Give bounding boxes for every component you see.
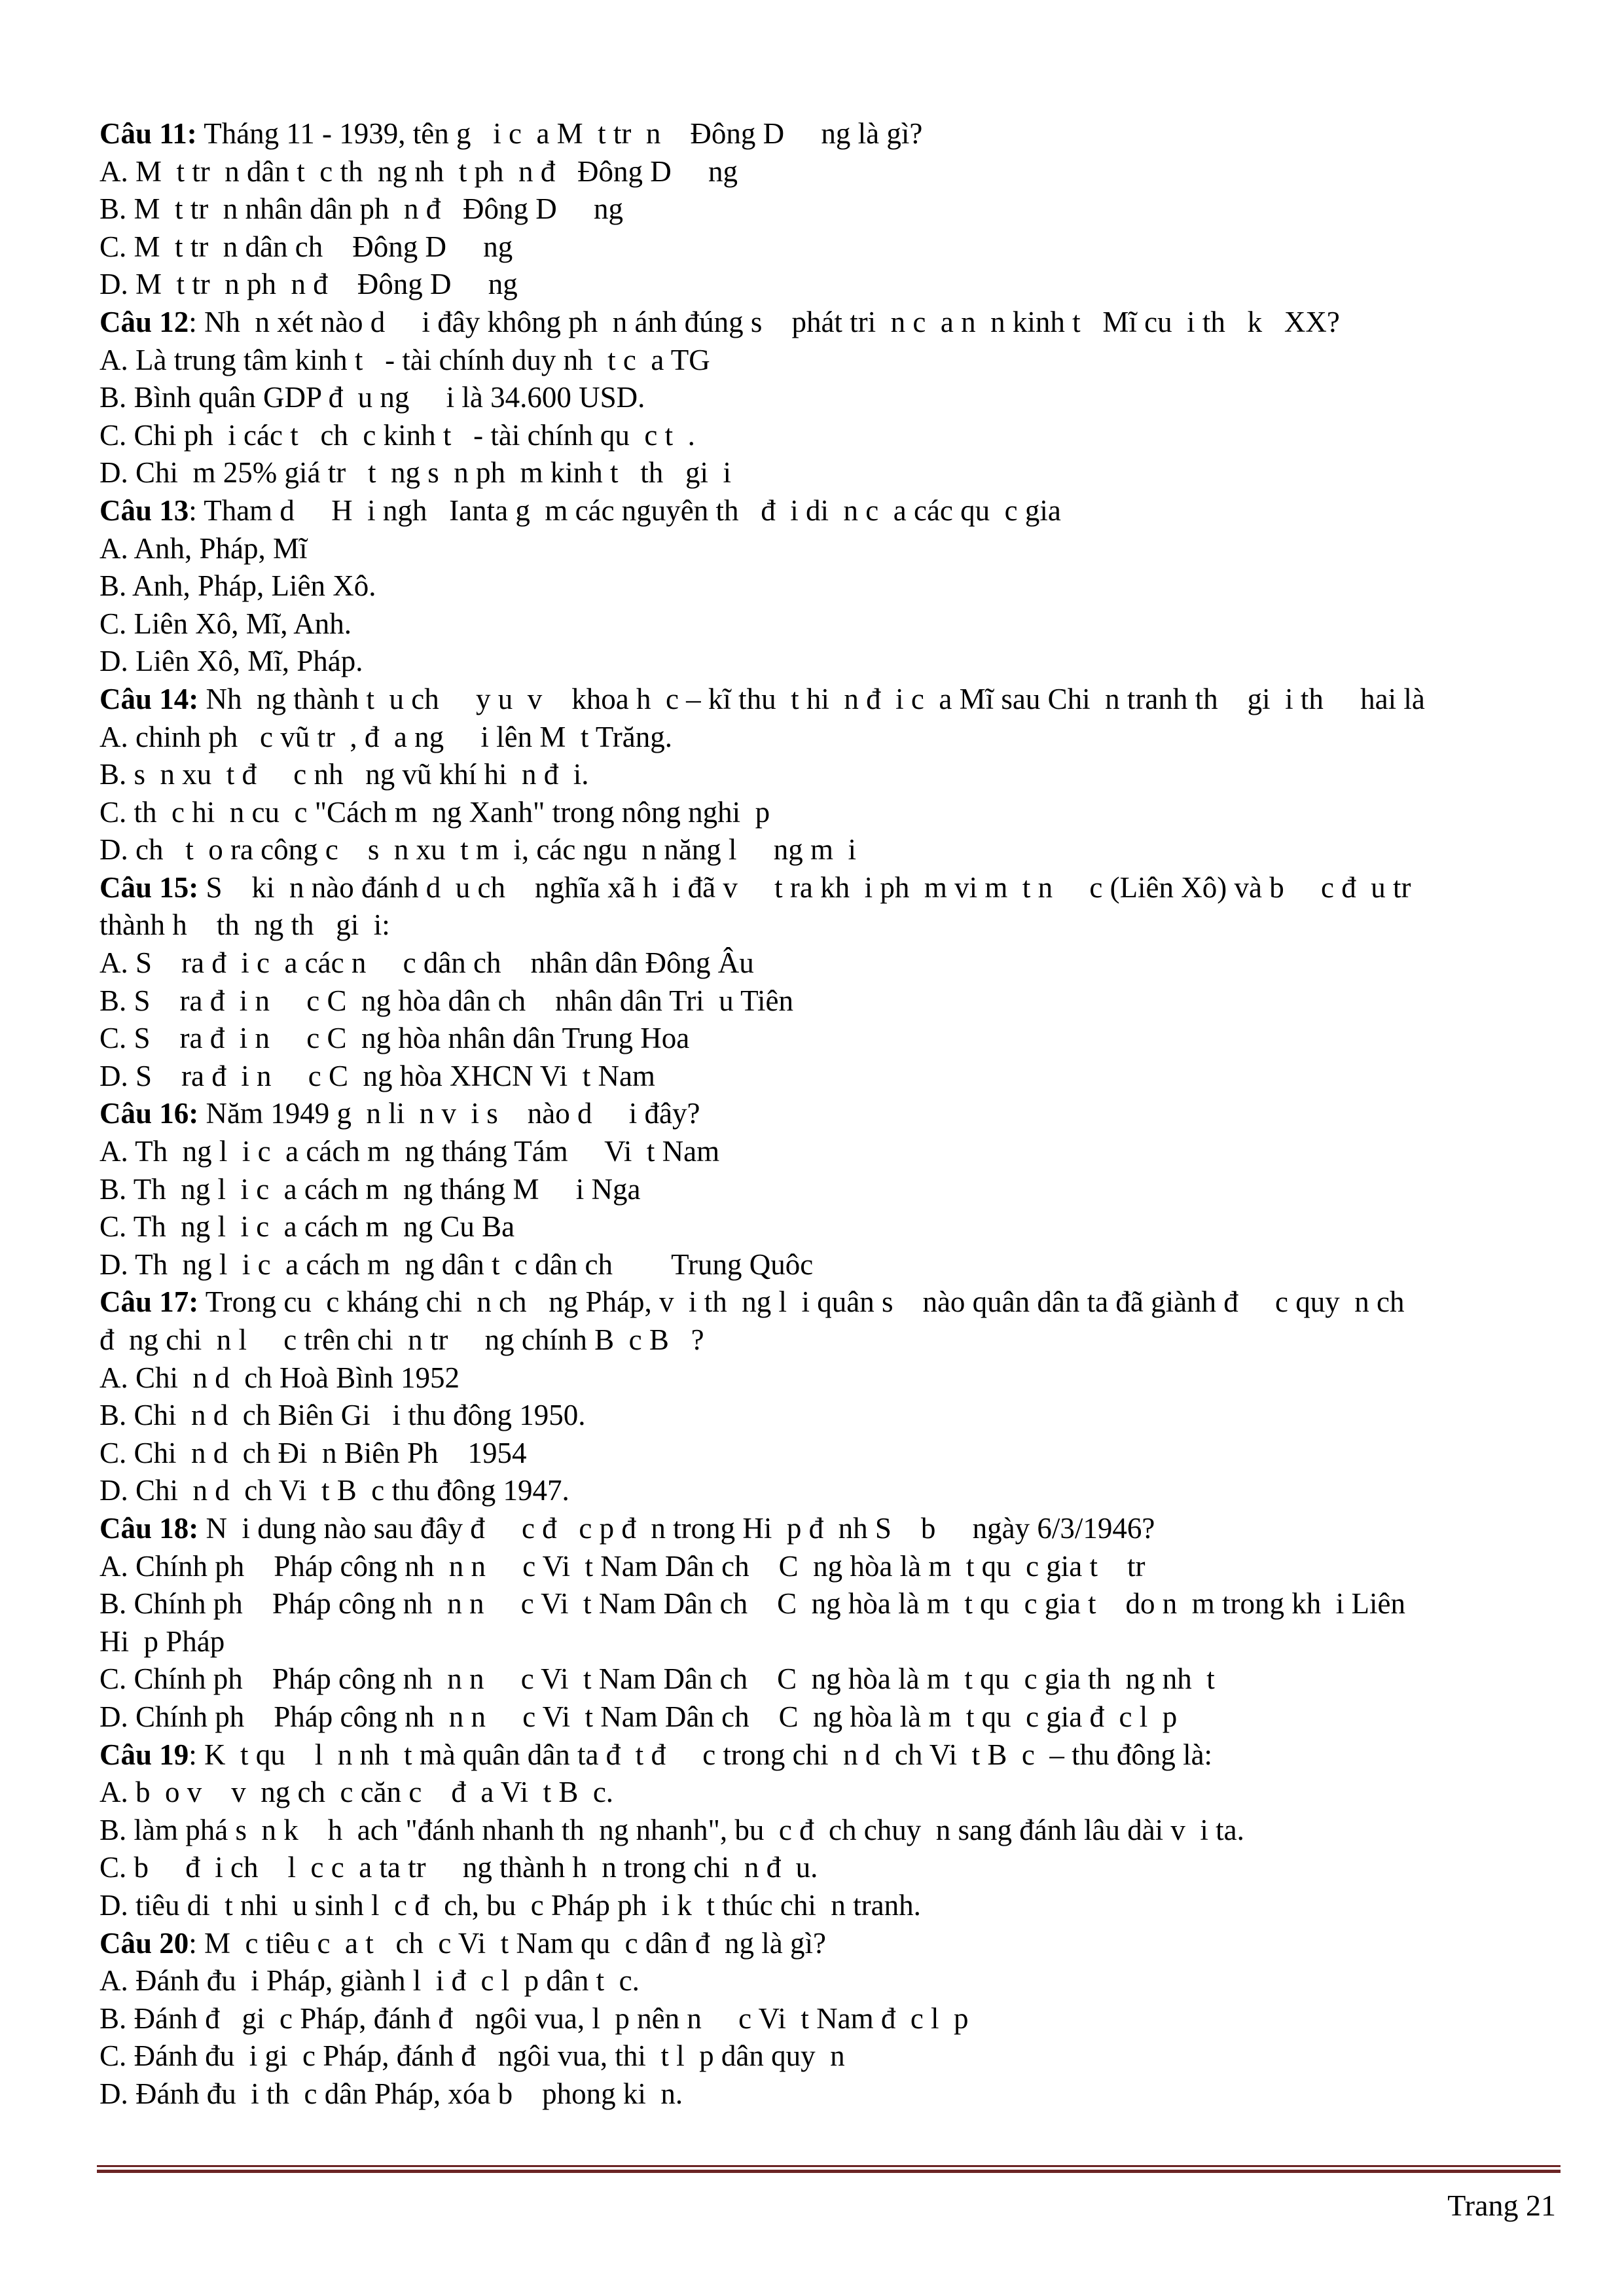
answer-line <box>99 1812 1540 1850</box>
answer-line <box>99 1321 1540 1359</box>
answer-text: B. Anh, Pháp, Liên Xô. <box>99 569 376 603</box>
question-text: : M c tiêu c a t ch c Vi t Nam qu c dân đ ng là gì? <box>189 1926 826 1960</box>
answer-line <box>99 1623 1540 1661</box>
question-text: Trong cu c kháng chi n ch ng Pháp, v i th ng l i quân s nào quân dân ta đã giành đ c quy n ch <box>198 1285 1405 1319</box>
answer-line <box>99 1020 1540 1058</box>
question-label: Câu 11: <box>99 117 197 150</box>
answer-text: A. Th ng l i c a cách m ng tháng Tám Vi t Nam <box>99 1135 720 1168</box>
answer-line <box>99 190 1540 228</box>
answer-text: B. Bình quân GDP đ u ng i là 34.600 USD. <box>99 381 645 414</box>
answer-text: B. M t tr n nhân dân ph n đ Đông D ng <box>99 192 623 226</box>
answer-line <box>99 1435 1540 1473</box>
answer-text: A. Anh, Pháp, Mĩ <box>99 531 308 565</box>
answer-text: D. Th ng l i c a cách m ng dân t c dân ch Trung Quôc <box>99 1247 814 1281</box>
question-stem <box>99 115 1540 153</box>
answer-text: D. Liên Xô, Mĩ, Pháp. <box>99 645 363 678</box>
question-label: Câu 17: <box>99 1285 199 1319</box>
question-text: Tháng 11 - 1939, tên g i c a M t tr n Đông D ng là gì? <box>196 117 923 150</box>
answer-text: B. S ra đ i n c C ng hòa dân ch nhân dân Tri u Tiên <box>99 984 794 1017</box>
question-stem <box>99 492 1540 530</box>
answer-text: D. tiêu di t nhi u sinh l c đ ch, bu c Pháp ph i k t thúc chi n tranh. <box>99 1888 921 1922</box>
answer-line <box>99 1058 1540 1096</box>
question-label: Câu 16: <box>99 1097 199 1130</box>
answer-text: B. làm phá s n k h ach "đánh nhanh th ng nhanh", bu c đ ch chuy n sang đánh lâu dài v i ta. <box>99 1813 1244 1846</box>
answer-text: B. Đánh đ gi c Pháp, đánh đ ngôi vua, l p nên n c Vi t Nam đ c l p <box>99 2001 969 2035</box>
question-stem <box>99 1283 1540 1321</box>
answer-text: D. Chi n d ch Vi t B c thu đông 1947. <box>99 1474 569 1507</box>
question-label: Câu 12 <box>99 305 189 338</box>
answer-line <box>99 643 1540 681</box>
answer-text: C. M t tr n dân ch Đông D ng <box>99 230 513 263</box>
answer-text: C. Đánh đu i gi c Pháp, đánh đ ngôi vua, thi t l p dân quy n <box>99 2039 845 2073</box>
answer-text: D. Chi m 25% giá tr t ng s n ph m kinh t th gi i <box>99 456 731 490</box>
question-label: Câu 14: <box>99 682 199 715</box>
answer-text: đ ng chi n l c trên chi n tr ng chính B c B ? <box>99 1323 704 1356</box>
question-block <box>99 115 1540 304</box>
question-block <box>99 681 1540 869</box>
answer-line <box>99 944 1540 982</box>
answer-text: C. b đ i ch l c c a ta tr ng thành h n trong chi n đ u. <box>99 1851 818 1884</box>
answer-text: A. Là trung tâm kinh t - tài chính duy nh t c a TG <box>99 343 710 376</box>
question-text: : Nh n xét nào d i đây không ph n ánh đúng s phát tri n c a n n kinh t Mĩ cu i th k XX? <box>189 305 1340 338</box>
answer-line <box>99 266 1540 304</box>
answer-line <box>99 2000 1540 2038</box>
answer-line <box>99 1246 1540 1284</box>
answer-line <box>99 756 1540 794</box>
answer-text: C. Chi ph i các t ch c kinh t - tài chính qu c t . <box>99 418 695 452</box>
answer-line <box>99 831 1540 869</box>
answer-text: C. Th ng l i c a cách m ng Cu Ba <box>99 1210 515 1244</box>
answer-text: thành h th ng th gi i: <box>99 908 390 942</box>
question-text: Nh ng thành t u ch y u v khoa h c – kĩ thu t hi n đ i c a Mĩ sau Chi n tranh th gi i th hai là <box>198 682 1425 715</box>
answer-line <box>99 906 1540 944</box>
answer-text: B. s n xu t đ c nh ng vũ khí hi n đ i. <box>99 758 589 791</box>
answer-text: D. M t tr n ph n đ Đông D ng <box>99 268 518 301</box>
answer-line <box>99 2037 1540 2075</box>
question-stem <box>99 681 1540 719</box>
answer-line <box>99 1660 1540 1698</box>
question-stem <box>99 1095 1540 1133</box>
question-block <box>99 869 1540 1096</box>
question-stem <box>99 869 1540 907</box>
answer-text: A. b o v v ng ch c căn c đ a Vi t B c. <box>99 1776 614 1809</box>
answer-line <box>99 1887 1540 1925</box>
question-block <box>99 1925 1540 2113</box>
answer-line <box>99 2075 1540 2113</box>
answer-text: B. Chi n d ch Biên Gi i thu đông 1950. <box>99 1399 586 1432</box>
answer-line <box>99 1472 1540 1510</box>
question-text: N i dung nào sau đây đ c đ c p đ n trong Hi p đ nh S b ngày 6/3/1946? <box>198 1511 1155 1545</box>
answer-text: C. Chi n d ch Đi n Biên Ph 1954 <box>99 1436 527 1469</box>
answer-line <box>99 1359 1540 1397</box>
answer-line <box>99 379 1540 417</box>
page-number: Trang 21 <box>1447 2189 1556 2222</box>
question-stem <box>99 1736 1540 1774</box>
answer-text: C. Liên Xô, Mĩ, Anh. <box>99 607 352 640</box>
answer-text: Hi p Pháp <box>99 1624 225 1658</box>
answer-line <box>99 1171 1540 1209</box>
question-text: S ki n nào đánh d u ch nghĩa xã h i đã v t ra kh i ph m vi m t n c (Liên Xô) và b c đ u tr <box>198 870 1411 904</box>
question-stem <box>99 304 1540 342</box>
question-stem <box>99 1510 1540 1548</box>
question-label: Câu 15: <box>99 870 199 904</box>
answer-text: B. Th ng l i c a cách m ng tháng M i Nga <box>99 1172 641 1206</box>
answer-text: D. Đánh đu i th c dân Pháp, xóa b phong ki n. <box>99 2077 683 2110</box>
answer-text: C. th c hi n cu c "Cách m ng Xanh" trong nông nghi p <box>99 795 770 829</box>
answer-line <box>99 153 1540 191</box>
answer-line <box>99 1698 1540 1736</box>
question-block <box>99 492 1540 681</box>
answer-text: A. S ra đ i c a các n c dân ch nhân dân Đông Âu <box>99 946 754 980</box>
footer-rule <box>97 2165 1561 2173</box>
answer-text: D. ch t o ra công c s n xu t m i, các ngu n năng l ng m i <box>99 833 857 867</box>
answer-text: B. Chính ph Pháp công nh n n c Vi t Nam Dân ch C ng hòa là m t qu c gia t do n m trong kh i Liên <box>99 1587 1406 1621</box>
question-block <box>99 1283 1540 1510</box>
question-label: Câu 20 <box>99 1926 189 1960</box>
question-block <box>99 1510 1540 1736</box>
answer-line <box>99 1397 1540 1435</box>
answer-line <box>99 1208 1540 1246</box>
answer-line <box>99 1849 1540 1887</box>
answer-line <box>99 794 1540 832</box>
question-label: Câu 19 <box>99 1738 189 1771</box>
question-block <box>99 1736 1540 1925</box>
answer-line <box>99 567 1540 605</box>
question-text: : Tham d H i ngh Ianta g m các nguyên th đ i di n c a các qu c gia <box>189 493 1061 527</box>
answer-line <box>99 1548 1540 1586</box>
answer-line <box>99 605 1540 643</box>
question-list <box>99 115 1540 2113</box>
answer-line <box>99 1962 1540 2000</box>
answer-text: C. S ra đ i n c C ng hòa nhân dân Trung Hoa <box>99 1022 690 1055</box>
answer-text: A. Đánh đu i Pháp, giành l i đ c l p dân t c. <box>99 1964 640 1998</box>
answer-line <box>99 719 1540 757</box>
question-text: : K t qu l n nh t mà quân dân ta đ t đ c trong chi n d ch Vi t B c – thu đông là: <box>189 1738 1213 1771</box>
question-block <box>99 1095 1540 1283</box>
answer-text: A. M t tr n dân t c th ng nh t ph n đ Đông D ng <box>99 154 738 188</box>
answer-text: A. Chi n d ch Hoà Bình 1952 <box>99 1361 460 1394</box>
question-label: Câu 13 <box>99 493 189 527</box>
answer-line <box>99 1585 1540 1623</box>
answer-line <box>99 1133 1540 1171</box>
question-stem <box>99 1925 1540 1963</box>
answer-line <box>99 342 1540 380</box>
answer-text: C. Chính ph Pháp công nh n n c Vi t Nam Dân ch C ng hòa là m t qu c gia th ng nh t <box>99 1662 1215 1696</box>
answer-line <box>99 530 1540 568</box>
answer-text: D. Chính ph Pháp công nh n n c Vi t Nam Dân ch C ng hòa là m t qu c gia đ c l p <box>99 1700 1178 1733</box>
answer-text: A. chinh ph c vũ tr , đ a ng i lên M t Trăng. <box>99 720 672 753</box>
question-text: Năm 1949 g n li n v i s nào d i đây? <box>198 1097 700 1130</box>
answer-line <box>99 454 1540 492</box>
answer-line <box>99 417 1540 455</box>
answer-line <box>99 1774 1540 1812</box>
question-block <box>99 304 1540 492</box>
answer-text: A. Chính ph Pháp công nh n n c Vi t Nam Dân ch C ng hòa là m t qu c gia t tr <box>99 1549 1146 1583</box>
answer-line <box>99 982 1540 1020</box>
answer-line <box>99 228 1540 266</box>
question-label: Câu 18: <box>99 1511 199 1545</box>
answer-text: D. S ra đ i n c C ng hòa XHCN Vi t Nam <box>99 1059 655 1092</box>
